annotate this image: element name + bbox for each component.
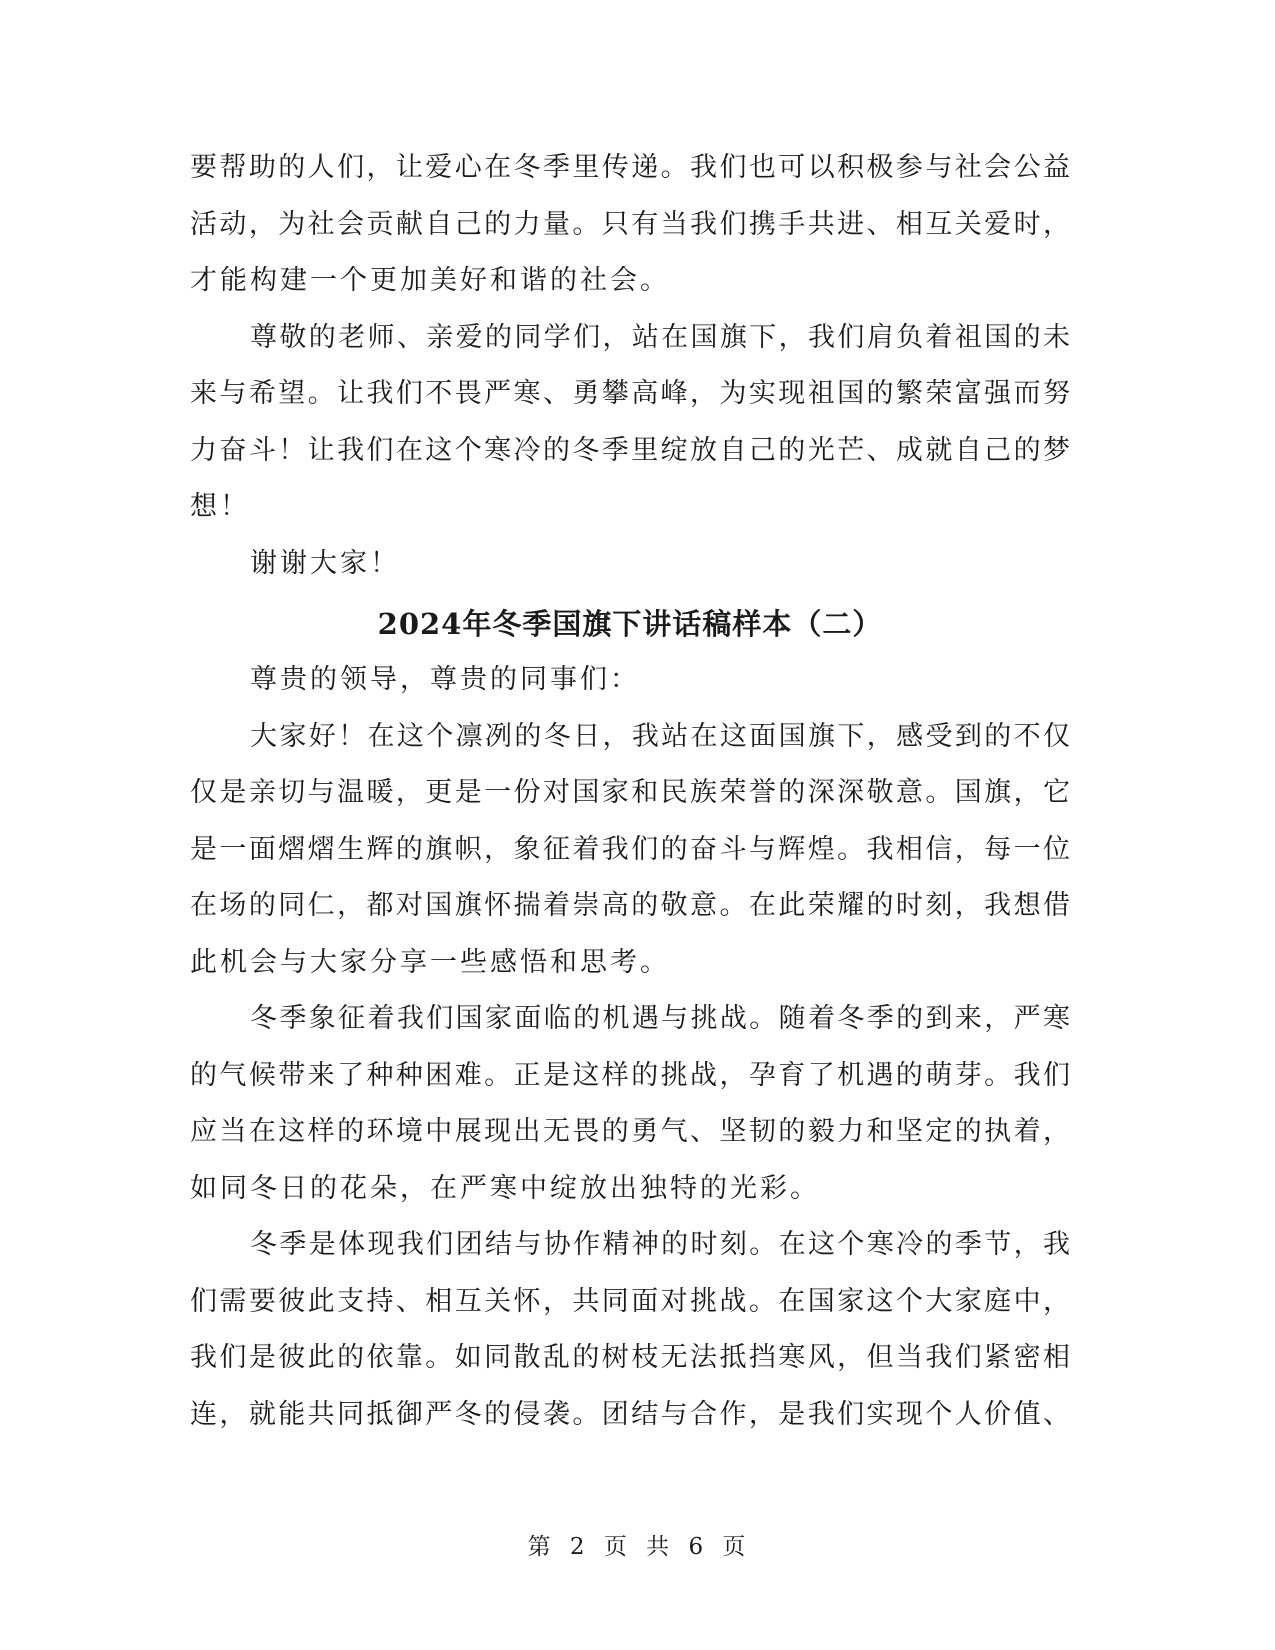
text-line: 们需要彼此支持、相互关怀，共同面对挑战。在国家这个大家庭中， [190,1285,1070,1317]
text-line: 大家好！在这个凛冽的冬日，我站在这面国旗下，感受到的不仅 [250,720,1070,752]
text-line: 活动，为社会贡献自己的力量。只有当我们携手共进、相互关爱时， [190,208,1070,240]
text-line: 来与希望。让我们不畏严寒、勇攀高峰，为实现祖国的繁荣富强而努 [190,378,1070,409]
text-line: 连，就能共同抵御严冬的侵袭。团结与合作，是我们实现个人价值、 [190,1398,1070,1430]
page-content [190,140,1070,1443]
text-line: 如同冬日的花朵，在严寒中绽放出独特的光彩。 [190,1172,820,1204]
text-line: 是一面熠熠生辉的旗帜，象征着我们的奋斗与辉煌。我相信，每一位 [190,833,1070,865]
text-line: 应当在这样的环境中展现出无畏的勇气、坚韧的毅力和坚定的执着， [190,1116,1070,1147]
text-line: 想！ [190,491,250,522]
text-line: 仅是亲切与温暖，更是一份对国家和民族荣誉的深深敬意。国旗，它 [190,777,1070,808]
section-title: 2024年冬季国旗下讲话稿样本（二） [377,607,883,641]
text-line: 的气候带来了种种困难。正是这样的挑战，孕育了机遇的萌芽。我们 [190,1059,1070,1091]
text-line: 冬季是体现我们团结与协作精神的时刻。在这个寒冷的季节，我 [250,1229,1070,1260]
text-line: 尊贵的领导，尊贵的同事们： [250,664,640,695]
text-line: 力奋斗！让我们在这个寒冷的冬季里绽放自己的光芒、成就自己的梦 [190,434,1070,466]
text-line: 此机会与大家分享一些感悟和思考。 [190,946,670,978]
text-line: 要帮助的人们，让爱心在冬季里传递。我们也可以积极参与社会公益 [190,152,1070,183]
page-footer: 第 2 页 共 6 页 [527,1534,748,1560]
text-line: 在场的同仁，都对国旗怀揣着崇高的敬意。在此荣耀的时刻，我想借 [190,890,1070,921]
text-line: 才能构建一个更加美好和谐的社会。 [190,265,670,296]
text-line: 冬季象征着我们国家面临的机遇与挑战。随着冬季的到来，严寒 [250,1003,1070,1034]
text-line: 尊敬的老师、亲爱的同学们，站在国旗下，我们肩负着祖国的未 [250,321,1070,353]
text-block-upper [190,140,1070,592]
text-block-lower [190,652,1070,1443]
text-line: 我们是彼此的依靠。如同散乱的树枝无法抵挡寒风，但当我们紧密相 [190,1342,1070,1373]
text-line: 谢谢大家！ [250,547,400,579]
